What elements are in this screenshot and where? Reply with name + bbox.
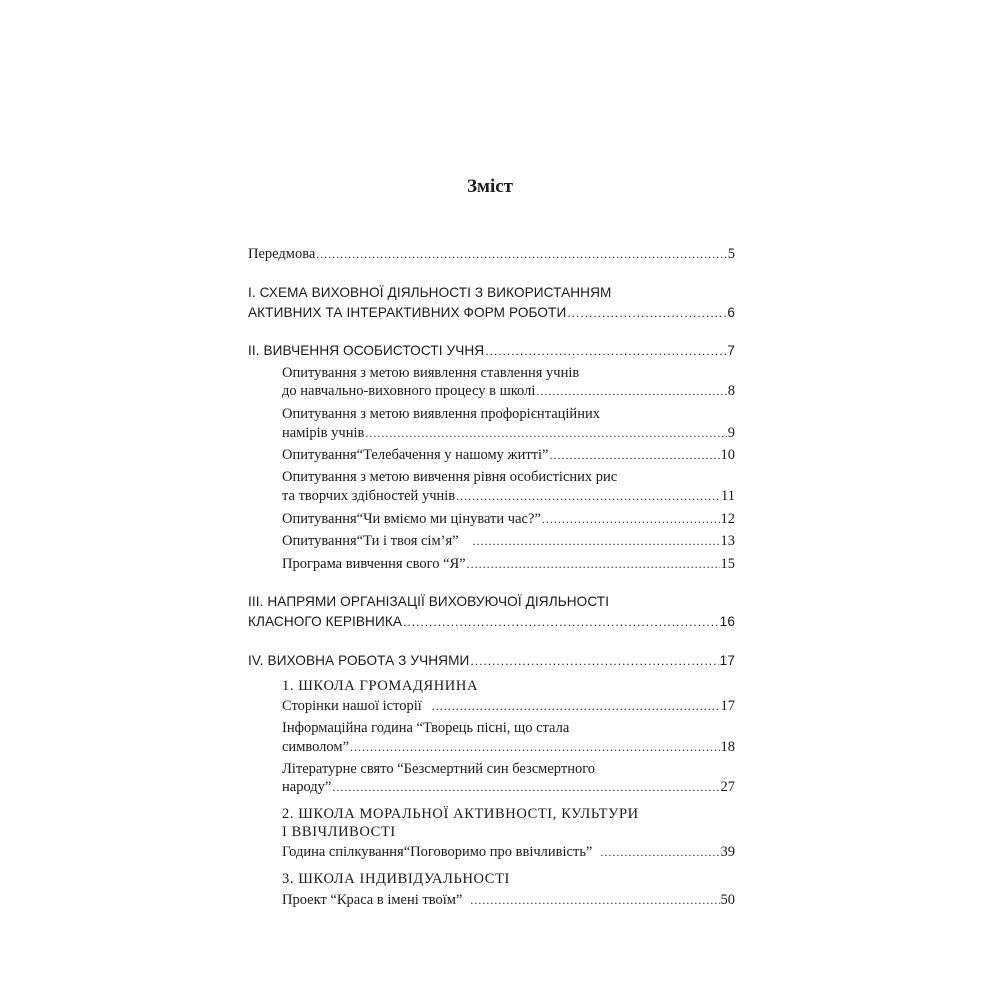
entry-title: Проект “Краса в імені твоїм” <box>282 892 463 908</box>
dot-leader <box>332 778 719 796</box>
entry-title: народу” <box>282 779 332 795</box>
page-number: 27 <box>720 779 735 795</box>
page-number: 5 <box>727 246 735 262</box>
entry-title: Опитування“Ти і твоя сім’я” <box>282 533 459 549</box>
toc-entry <box>248 245 735 263</box>
entry-title: Опитування“Телебачення у нашому житті” <box>282 447 549 463</box>
section-heading: 3. ШКОЛА ІНДИВІДУАЛЬНОСТІ <box>282 871 510 887</box>
dot-leader <box>567 304 726 322</box>
entry-title: КЛАСНОГО КЕРІВНИКА <box>248 614 403 629</box>
dot-leader <box>473 532 720 550</box>
toc-entry <box>282 843 735 861</box>
dot-leader <box>485 342 726 360</box>
page-number: 12 <box>720 511 735 527</box>
entry-title: Сторінки нашої історії <box>282 698 422 714</box>
page-number: 50 <box>720 892 735 908</box>
page-number: 9 <box>727 425 735 441</box>
toc-entry <box>282 778 735 796</box>
toc-entry <box>282 510 735 528</box>
toc-entry-line1: І. СХЕМА ВИХОВНОЇ ДІЯЛЬНОСТІ З ВИКОРИСТАННЯМ <box>248 285 612 300</box>
toc-entry-line1: ІІІ. НАПРЯМИ ОРГАНІЗАЦІЇ ВИХОВУЮЧОЇ ДІЯЛЬНОСТІ <box>248 594 610 609</box>
dot-leader <box>432 697 720 715</box>
toc-entry <box>282 697 735 715</box>
toc-entry <box>282 891 735 909</box>
page-number: 18 <box>720 739 735 755</box>
entry-title: намірів учнів <box>282 425 365 441</box>
toc-entry-line1: Літературне свято “Безсмертний син безсмертного <box>282 761 596 777</box>
dot-leader <box>542 510 720 528</box>
section-heading-line2: І ВВІЧЛИВОСТІ <box>282 824 396 840</box>
toc-entry <box>248 613 735 631</box>
page-number: 39 <box>720 844 735 860</box>
toc-entry <box>282 487 735 505</box>
dot-leader <box>470 652 718 670</box>
toc-entry <box>248 304 735 322</box>
entry-title: та творчих здібностей учнів <box>282 488 456 504</box>
page-number: 17 <box>720 698 735 714</box>
page-number: 17 <box>719 653 735 668</box>
toc-entry <box>282 555 735 573</box>
page-number: 6 <box>727 305 735 320</box>
toc-entry-line1: Інформаційна година “Творець пісні, що стала <box>282 720 570 736</box>
dot-leader <box>350 738 720 756</box>
page-number: 7 <box>727 343 735 358</box>
entry-title: до навчально-виховного процесу в школі <box>282 383 536 399</box>
entry-title: АКТИВНИХ ТА ІНТЕРАКТИВНИХ ФОРМ РОБОТИ <box>248 305 567 320</box>
entry-title: Програма вивчення свого “Я” <box>282 556 466 572</box>
toc-entry <box>248 342 735 360</box>
dot-leader <box>549 446 719 464</box>
section-heading: 1. ШКОЛА ГРОМАДЯНИНА <box>282 678 479 694</box>
toc-entry-line1: Опитування з метою вивчення рівня особистісних рис <box>282 469 618 485</box>
page-number: 10 <box>720 447 735 463</box>
page-title: Зміст <box>466 176 513 197</box>
entry-title: ІІ. ВИВЧЕННЯ ОСОБИСТОСТІ УЧНЯ <box>248 343 485 358</box>
entry-title: Опитування“Чи вміємо ми цінувати час?” <box>282 511 541 527</box>
toc-entry <box>282 424 735 442</box>
toc-entry <box>282 738 735 756</box>
entry-title: IV. ВИХОВНА РОБОТА З УЧНЯМИ <box>248 653 470 668</box>
dot-leader <box>470 891 719 909</box>
page-number: 15 <box>720 556 735 572</box>
dot-leader <box>600 843 719 861</box>
page-number: 13 <box>720 533 735 549</box>
entry-title: символом” <box>282 739 349 755</box>
toc-entry <box>282 446 735 464</box>
dot-leader <box>467 555 720 573</box>
dot-leader <box>365 424 726 442</box>
toc-entry-line1: Опитування з метою виявлення профорієнтаційних <box>282 406 600 422</box>
toc-entry <box>248 652 735 670</box>
section-heading: 2. ШКОЛА МОРАЛЬНОЇ АКТИВНОСТІ, КУЛЬТУРИ <box>282 806 639 822</box>
toc-entry <box>282 382 735 400</box>
dot-leader <box>456 487 720 505</box>
dot-leader <box>536 382 726 400</box>
toc-entry-line1: Опитування з метою виявлення ставлення учнів <box>282 365 580 381</box>
dot-leader <box>316 245 726 263</box>
page-number: 16 <box>719 614 735 629</box>
toc-entry <box>282 532 735 550</box>
entry-title: Година спілкування“Поговоримо про ввічливість” <box>282 844 593 860</box>
page-number: 8 <box>727 383 735 399</box>
page-number: 11 <box>721 488 735 504</box>
dot-leader <box>403 613 719 631</box>
entry-title: Передмова <box>248 246 316 262</box>
